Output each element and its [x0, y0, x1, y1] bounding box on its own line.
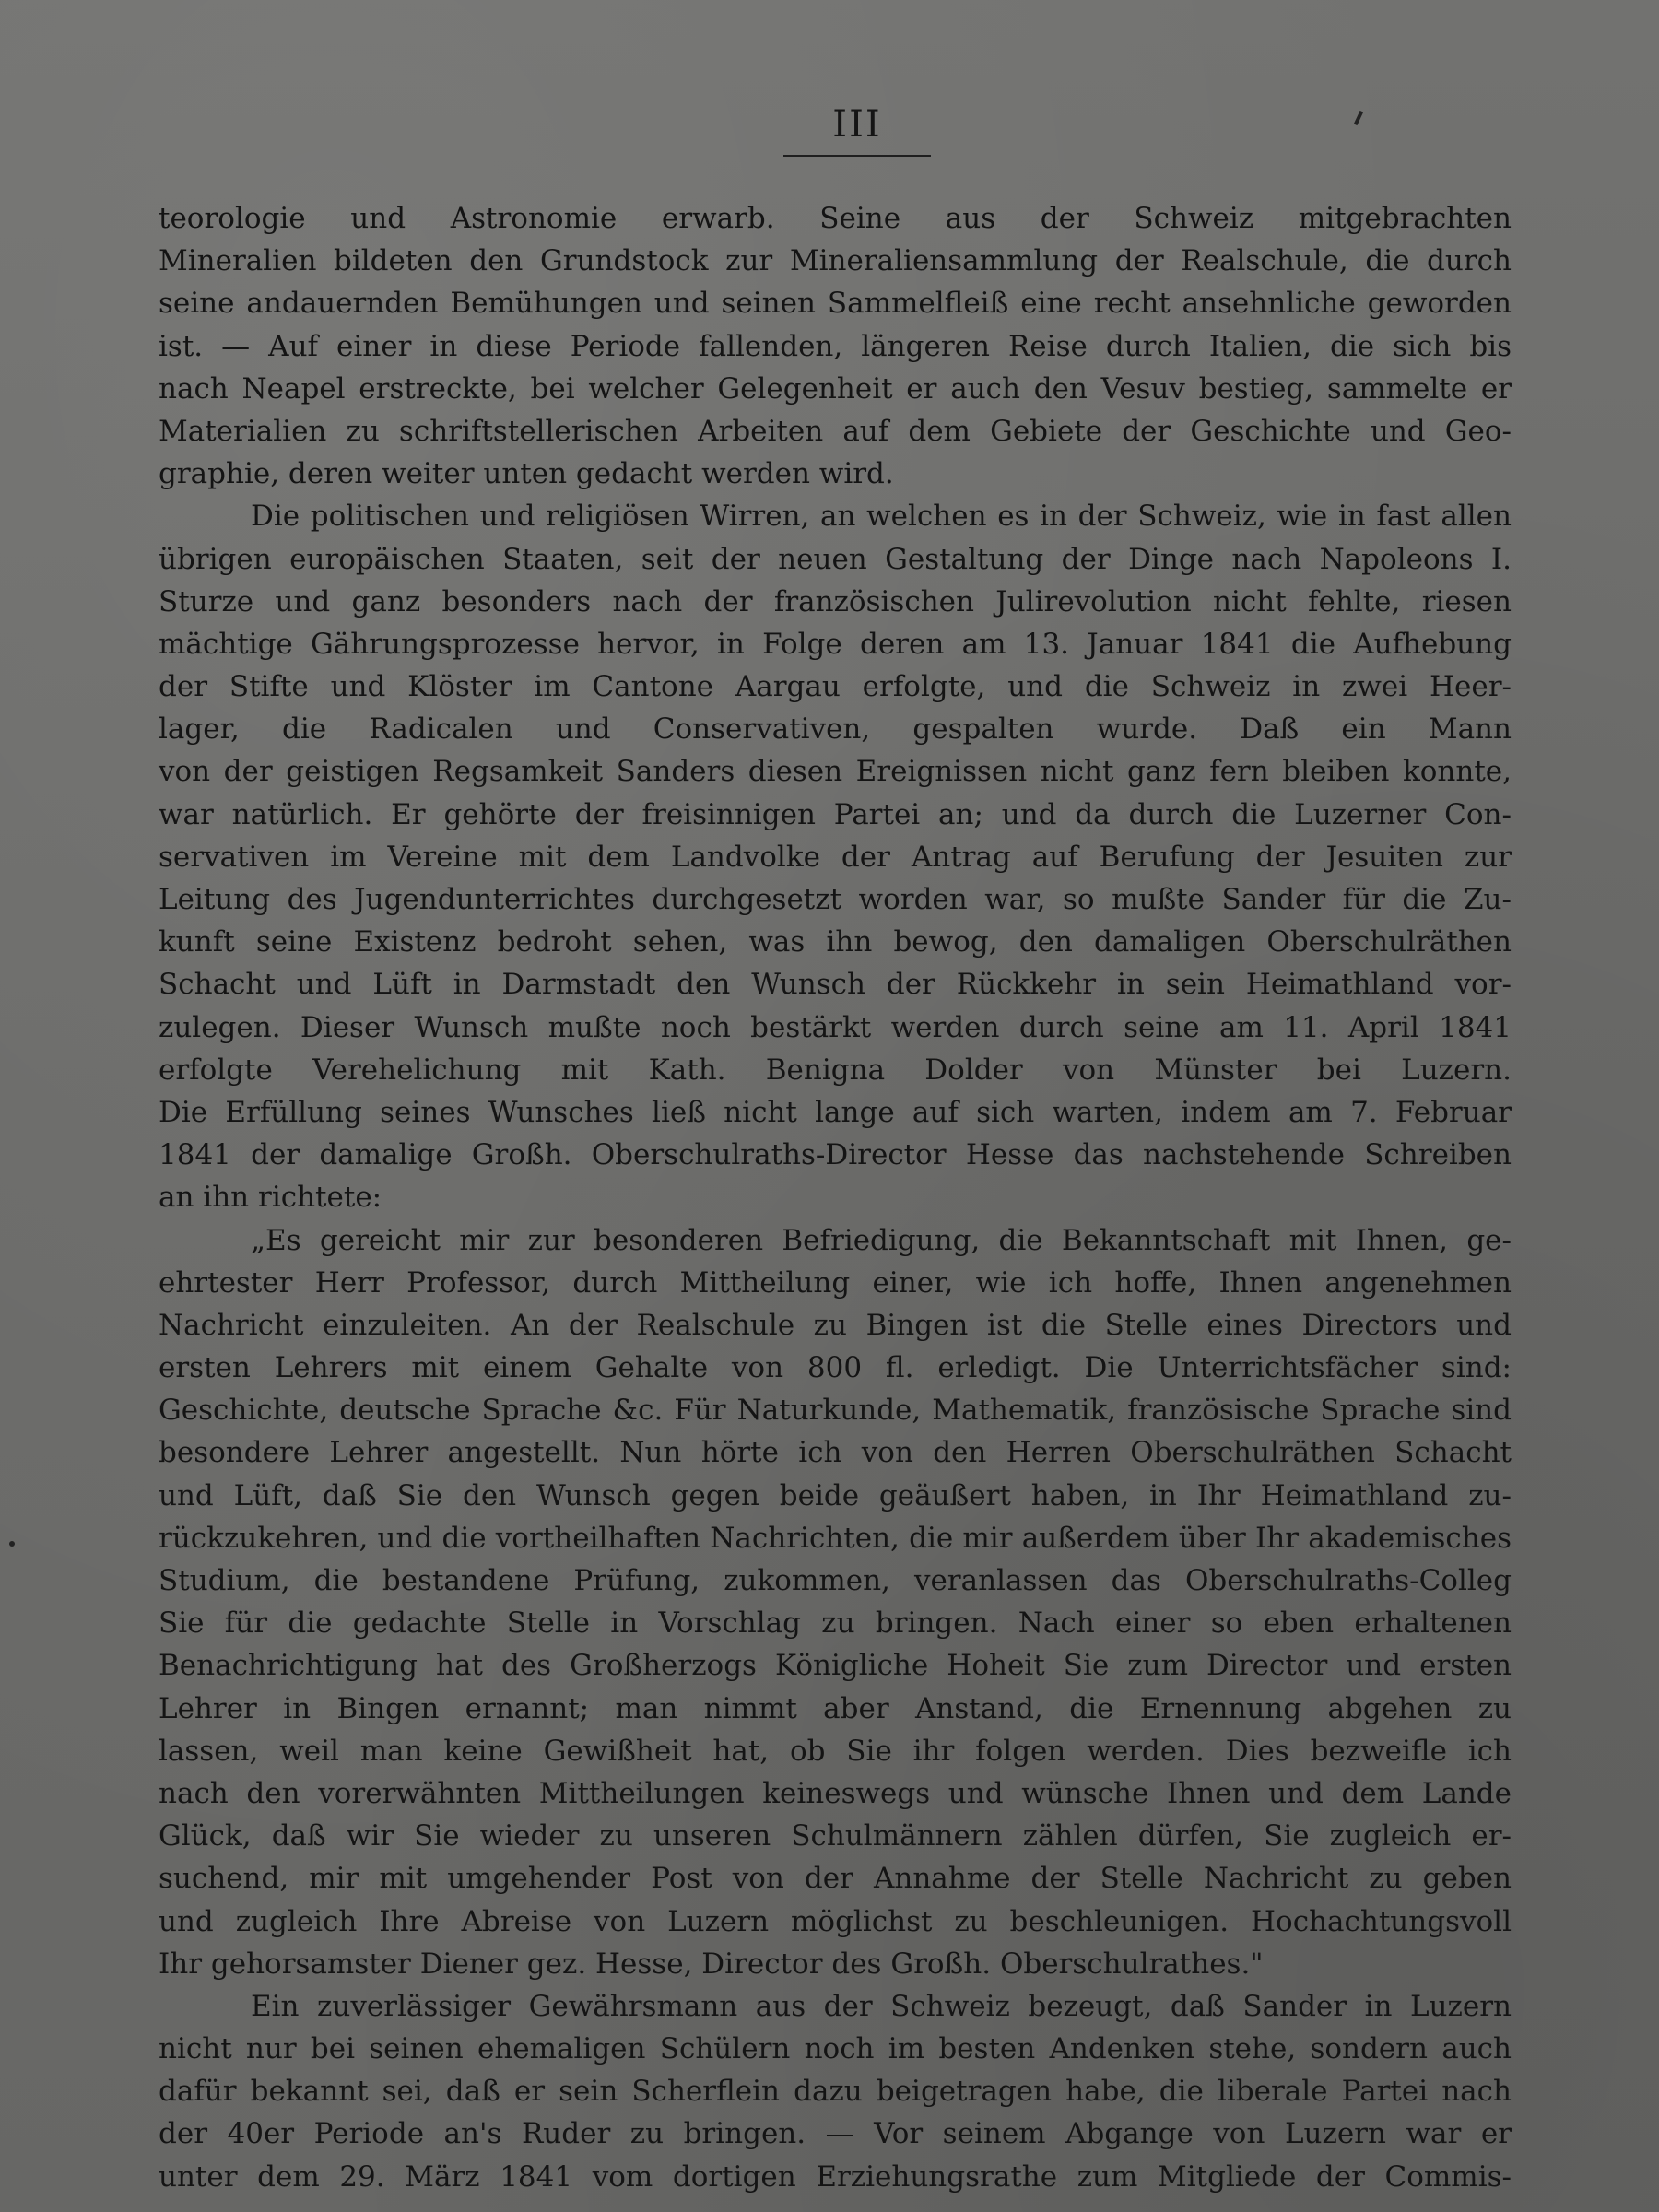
- text-line: Ein zuverlässiger Gewährsmann aus der Schweiz bezeugt, daß Sander in Luzern: [251, 1989, 1512, 2023]
- text-line: Die politischen und religiösen Wirren, an welchen es in der Schweiz, wie in fast allen: [251, 500, 1512, 534]
- text-line: Glück, daß wir Sie wieder zu unseren Schulmännern zählen dürfen, Sie zugleich er-: [159, 1819, 1512, 1853]
- ink-mark: [1354, 111, 1363, 125]
- text-line: Nachricht einzuleiten. An der Realschule zu Bingen ist die Stelle eines Directors und: [159, 1308, 1512, 1342]
- text-line: 1841 der damalige Großh. Oberschulraths-Director Hesse das nachstehende Schreiben: [159, 1138, 1512, 1172]
- text-line: servativen im Vereine mit dem Landvolke der Antrag auf Berufung der Jesuiten zur: [159, 840, 1512, 874]
- text-line: Sie für die gedachte Stelle in Vorschlag zu bringen. Nach einer so eben erhaltenen: [159, 1606, 1512, 1641]
- page-number: III: [832, 103, 882, 146]
- text-line: Materialien zu schriftstellerischen Arbeiten auf dem Gebiete der Geschichte und Geo-: [159, 414, 1512, 448]
- text-line: Leitung des Jugendunterrichtes durchgesetzt worden war, so mußte Sander für die Zu-: [159, 883, 1512, 916]
- text-line: dafür bekannt sei, daß er sein Scherflein dazu beigetragen habe, die liberale Partei nach: [159, 2075, 1512, 2109]
- text-line: graphie, deren weiter unten gedacht werden wird.: [159, 457, 894, 491]
- text-line: von der geistigen Regsamkeit Sanders diesen Ereignissen nicht ganz fern bleiben konnte,: [159, 755, 1512, 789]
- text-line: Ihr gehorsamster Diener gez. Hesse, Director des Großh. Oberschulrathes.": [159, 1947, 1264, 1981]
- text-line: zulegen. Dieser Wunsch mußte noch bestärkt werden durch seine am 11. April 1841: [159, 1010, 1512, 1044]
- text-line: der 40er Periode an's Ruder zu bringen. — Vor seinem Abgange von Luzern war er: [159, 2117, 1512, 2151]
- text-line: rückzukehren, und die vortheilhaften Nachrichten, die mir außerdem über Ihr akademisches: [159, 1521, 1512, 1555]
- text-line: kunft seine Existenz bedroht sehen, was ihn bewog, den damaligen Oberschulräthen: [159, 925, 1512, 959]
- text-line: Studium, die bestandene Prüfung, zukommen, veranlassen das Oberschulraths-Colleg: [159, 1564, 1512, 1597]
- text-line: lager, die Radicalen und Conservativen, gespalten wurde. Daß ein Mann: [159, 712, 1512, 747]
- text-line: der Stifte und Klöster im Cantone Aargau erfolgte, und die Schweiz in zwei Heer-: [159, 670, 1512, 704]
- header-rule: [783, 155, 931, 157]
- text-line: Lehrer in Bingen ernannt; man nimmt aber Anstand, die Ernennung abgehen zu: [159, 1691, 1512, 1725]
- ink-dot: [9, 1541, 15, 1547]
- text-line: Die Erfüllung seines Wunsches ließ nicht lange auf sich warten, indem am 7. Februar: [159, 1095, 1512, 1129]
- text-line: Geschichte, deutsche Sprache &c. Für Naturkunde, Mathematik, französische Sprache sind: [159, 1394, 1512, 1428]
- text-line: seine andauernden Bemühungen und seinen Sammelfleiß eine recht ansehnliche geworden: [159, 287, 1512, 321]
- text-line: ehrtester Herr Professor, durch Mittheilung einer, wie ich hoffe, Ihnen angenehmen: [159, 1265, 1512, 1300]
- text-line: übrigen europäischen Staaten, seit der neuen Gestaltung der Dinge nach Napoleons I.: [159, 542, 1512, 576]
- text-line: Benachrichtigung hat des Großherzogs Königliche Hoheit Sie zum Director und ersten: [159, 1649, 1512, 1683]
- text-line: nach Neapel erstreckte, bei welcher Gelegenheit er auch den Vesuv bestieg, sammelte er: [159, 371, 1512, 406]
- body-text: [159, 197, 1512, 2198]
- text-line: besondere Lehrer angestellt. Nun hörte ich von den Herren Oberschulräthen Schacht: [159, 1436, 1512, 1470]
- text-line: Sturze und ganz besonders nach der französischen Julirevolution nicht fehlte, riesen: [159, 584, 1512, 618]
- text-line: Schacht und Lüft in Darmstadt den Wunsch der Rückkehr in sein Heimathland vor-: [159, 968, 1512, 1002]
- text-line: und Lüft, daß Sie den Wunsch gegen beide geäußert haben, in Ihr Heimathland zu-: [159, 1478, 1512, 1512]
- text-line: „Es gereicht mir zur besonderen Befriedigung, die Bekanntschaft mit Ihnen, ge-: [251, 1223, 1512, 1257]
- text-line: und zugleich Ihre Abreise von Luzern möglichst zu beschleunigen. Hochachtungsvoll: [159, 1904, 1512, 1938]
- text-line: war natürlich. Er gehörte der freisinnigen Partei an; und da durch die Luzerner Con-: [159, 797, 1512, 831]
- text-line: nicht nur bei seinen ehemaligen Schülern noch im besten Andenken stehe, sondern auch: [159, 2032, 1512, 2066]
- text-line: lassen, weil man keine Gewißheit hat, ob Sie ihr folgen werden. Dies bezweifle ich: [159, 1734, 1512, 1768]
- text-line: erfolgte Verehelichung mit Kath. Benigna Dolder von Münster bei Luzern.: [159, 1053, 1512, 1087]
- text-line: nach den vorerwähnten Mittheilungen keineswegs und wünsche Ihnen und dem Lande: [159, 1776, 1512, 1810]
- text-line: teorologie und Astronomie erwarb. Seine aus der Schweiz mitgebrachten: [159, 202, 1512, 235]
- text-line: unter dem 29. März 1841 vom dortigen Erziehungsrathe zum Mitgliede der Commis-: [159, 2159, 1512, 2194]
- text-line: an ihn richtete:: [159, 1181, 382, 1215]
- text-line: Mineralien bildeten den Grundstock zur Mineraliensammlung der Realschule, die durch: [159, 244, 1512, 278]
- text-line: suchend, mir mit umgehender Post von der Annahme der Stelle Nachricht zu geben: [159, 1862, 1512, 1896]
- text-line: ist. — Auf einer in diese Periode fallenden, längeren Reise durch Italien, die sich bis: [159, 329, 1512, 363]
- text-line: mächtige Gährungsprozesse hervor, in Folge deren am 13. Januar 1841 die Aufhebung: [159, 627, 1512, 661]
- text-line: ersten Lehrers mit einem Gehalte von 800 fl. erledigt. Die Unterrichtsfächer sind:: [159, 1351, 1512, 1385]
